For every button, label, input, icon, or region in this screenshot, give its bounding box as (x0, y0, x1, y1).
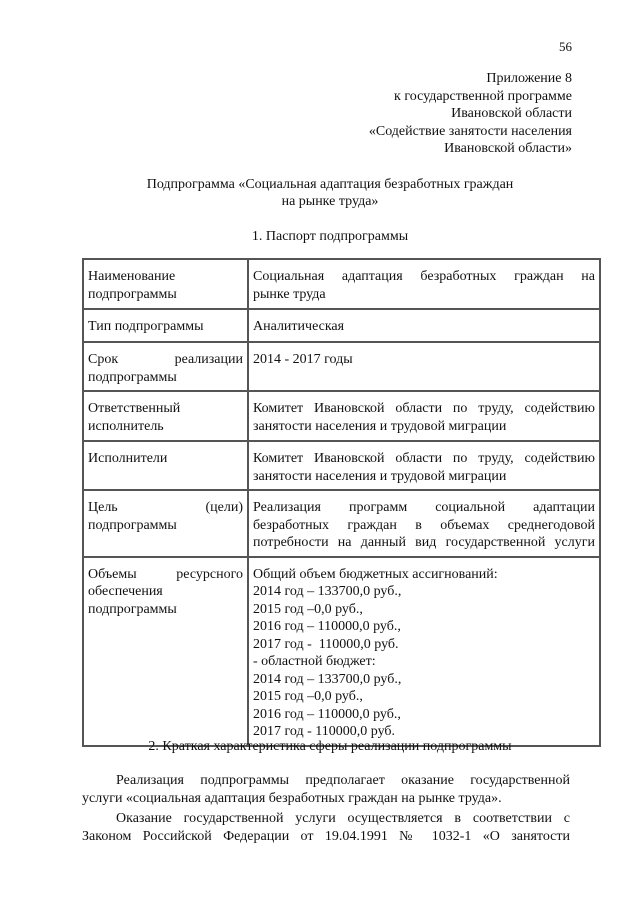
row-label (83, 441, 248, 490)
subprogram-title (80, 176, 580, 210)
section-heading: 2. Краткая характеристика сферы реализации подпрограммы (148, 739, 512, 754)
label-line: Наименование (88, 269, 176, 284)
page-number: 56 (559, 39, 572, 54)
subprogram-title-line: Подпрограмма «Социальная адаптация безработных граждан (146, 177, 514, 192)
value-line: 2014 - 2017 годы (253, 352, 353, 367)
table-row (83, 309, 600, 342)
value-line: Социальная адаптация безработных граждан на (253, 269, 595, 284)
label-line: подпрограммы (88, 601, 177, 617)
appendix-line: к государственной программе (394, 88, 572, 104)
value-line: занятости населения и трудовой миграции (253, 468, 507, 484)
value-line: Реализация программ социальной адаптации (253, 500, 595, 515)
appendix-header (369, 70, 572, 158)
table-row (83, 259, 600, 309)
appendix-line: Ивановской области» (444, 141, 572, 156)
label-line: обеспечения (88, 584, 163, 599)
appendix-line: «Содействие занятости населения (368, 123, 572, 139)
row-value (248, 391, 600, 441)
value-line: потребности на данный вид государственной услуги (253, 535, 595, 550)
value-line: 2015 год –0,0 руб., (253, 689, 363, 704)
label-line: подпрограммы (88, 517, 177, 533)
value-line: 2016 год – 110000,0 руб., (253, 619, 401, 634)
table-row (83, 342, 600, 391)
value-line: 2014 год – 133700,0 руб., (253, 584, 402, 599)
row-value (248, 342, 600, 391)
label-line: Ответственный (88, 401, 181, 416)
label-line: Цель (цели) (88, 500, 243, 515)
subprogram-title-line: на рынке труда» (281, 194, 379, 209)
table-row (83, 441, 600, 490)
row-value (248, 490, 600, 557)
passport-heading: 1. Паспорт подпрограммы (251, 229, 409, 244)
table-row (83, 490, 600, 557)
table-row (83, 391, 600, 441)
paragraph (82, 772, 570, 808)
row-value (248, 441, 600, 490)
paragraph-line: Оказание государственной услуги осуществляется в соответствии с (116, 811, 570, 826)
label-line: исполнитель (88, 418, 164, 434)
label-line: Срок реализации (88, 352, 243, 367)
label-line: Тип подпрограммы (88, 319, 204, 334)
value-line: Аналитическая (253, 319, 345, 334)
value-line: занятости населения и трудовой миграции (253, 418, 507, 434)
table-row (83, 557, 600, 746)
value-line: - областной бюджет: (253, 654, 376, 669)
label-line: подпрограммы (88, 286, 177, 302)
row-label (83, 557, 248, 746)
row-value (248, 259, 600, 309)
value-line: 2017 год - 110000,0 руб. (253, 724, 396, 739)
value-line: Комитет Ивановской области по труду, содействию (253, 451, 595, 466)
appendix-line: Ивановской области (451, 106, 572, 121)
paragraph (82, 810, 570, 846)
value-line: Общий объем бюджетных ассигнований: (253, 566, 498, 582)
value-line: 2015 год –0,0 руб., (253, 601, 363, 617)
value-line: 2014 год – 133700,0 руб., (253, 671, 402, 687)
value-line: 2017 год - 110000,0 руб. (253, 636, 399, 652)
passport-table (82, 258, 601, 747)
row-value (248, 309, 600, 342)
row-label (83, 309, 248, 342)
appendix-line: Приложение 8 (486, 71, 572, 86)
paragraph-line: Реализация подпрограммы предполагает оказание государственной (116, 773, 570, 788)
value-line: Комитет Ивановской области по труду, содействию (253, 401, 595, 416)
row-label (83, 490, 248, 557)
value-line: 2016 год – 110000,0 руб., (253, 706, 401, 722)
value-line: рынке труда (253, 286, 326, 302)
row-value (248, 557, 600, 746)
row-label (83, 391, 248, 441)
label-line: подпрограммы (88, 369, 177, 385)
row-label (83, 342, 248, 391)
paragraph-line: услуги «социальная адаптация безработных граждан на рынке труда». (82, 791, 502, 806)
value-line: безработных граждан в объемах среднегодовой (253, 517, 595, 533)
label-line: Объемы ресурсного (88, 566, 243, 582)
row-label (83, 259, 248, 309)
label-line: Исполнители (88, 451, 168, 466)
paragraph-line: Законом Российской Федерации от 19.04.1991 № 1032-1 «О занятости (82, 829, 570, 844)
